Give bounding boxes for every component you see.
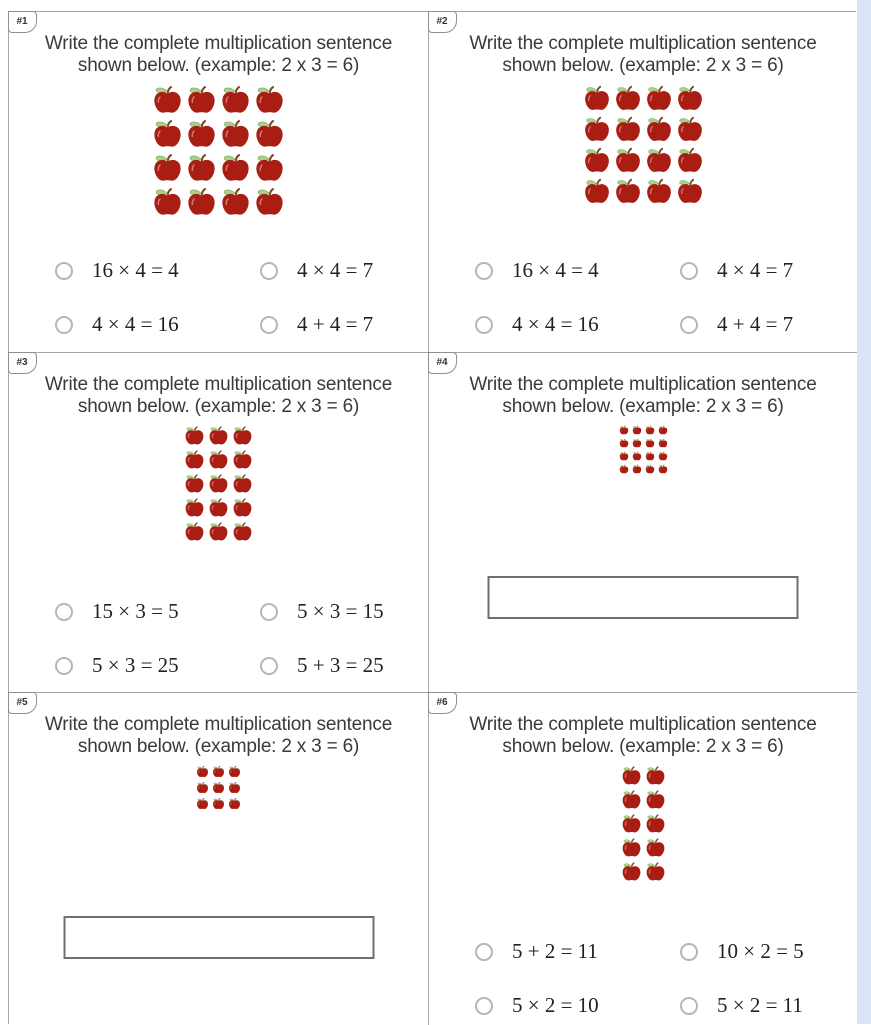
apple-icon [208, 521, 229, 542]
apple-icon [645, 146, 673, 174]
apple-icon [621, 837, 642, 858]
radio-button-icon[interactable] [680, 262, 698, 280]
apple-icon [254, 186, 285, 217]
apple-icon [632, 438, 642, 448]
apple-icon [212, 797, 225, 810]
apple-icon [220, 118, 251, 149]
apple-grid [429, 84, 857, 205]
answer-option[interactable] [680, 312, 847, 337]
apple-icon [614, 115, 642, 143]
prompt-line-2: shown below. (example: 2 x 3 = 6) [77, 54, 360, 76]
apple-icon [645, 115, 673, 143]
question-prompt [17, 33, 420, 76]
worksheet [8, 11, 856, 1024]
apple-icon [645, 177, 673, 205]
answer-input[interactable] [488, 576, 799, 619]
answer-option[interactable] [260, 258, 418, 283]
apple-icon [621, 789, 642, 810]
apple-icon [196, 765, 209, 778]
prompt-line-1: Write the complete multiplication sentence [469, 374, 817, 395]
apple-icon [676, 84, 704, 112]
radio-button-icon[interactable] [260, 657, 278, 675]
apple-icon [208, 425, 229, 446]
apple-icon [619, 438, 629, 448]
answer-option[interactable] [680, 993, 847, 1018]
radio-button-icon[interactable] [680, 997, 698, 1015]
prompt-line-2: shown below. (example: 2 x 3 = 6) [77, 395, 360, 417]
apple-icon [208, 497, 229, 518]
apple-icon [232, 473, 253, 494]
prompt-line-1: Write the complete multiplication sentence [469, 714, 817, 735]
apple-grid [429, 425, 857, 474]
answer-input[interactable] [63, 916, 374, 959]
answer-options [475, 258, 847, 337]
apple-icon [184, 521, 205, 542]
apple-icon [621, 765, 642, 786]
answer-options [55, 599, 418, 678]
answer-options [475, 939, 847, 1018]
apple-icon [621, 861, 642, 882]
apple-icon [621, 813, 642, 834]
question-card-3 [9, 353, 429, 693]
option-label: 5 × 2 = 11 [717, 993, 803, 1017]
radio-button-icon[interactable] [260, 262, 278, 280]
apple-icon [676, 177, 704, 205]
option-label: 4 × 4 = 16 [512, 312, 599, 336]
apple-icon [583, 146, 611, 174]
apple-icon [632, 464, 642, 474]
option-label: 15 × 3 = 5 [92, 599, 179, 623]
apple-icon [228, 797, 241, 810]
apple-icon [232, 425, 253, 446]
apple-icon [614, 146, 642, 174]
radio-button-icon[interactable] [475, 316, 493, 334]
prompt-line-2: shown below. (example: 2 x 3 = 6) [77, 735, 360, 757]
apple-icon [186, 152, 217, 183]
radio-button-icon[interactable] [55, 316, 73, 334]
apple-icon [658, 438, 668, 448]
apple-icon [228, 781, 241, 794]
prompt-line-2: shown below. (example: 2 x 3 = 6) [502, 395, 784, 417]
answer-option[interactable] [475, 258, 680, 283]
apple-icon [632, 425, 642, 435]
apple-icon [232, 449, 253, 470]
option-label: 16 × 4 = 4 [92, 258, 179, 282]
question-card-5 [9, 693, 429, 1025]
apple-icon [232, 521, 253, 542]
apple-icon [645, 451, 655, 461]
answer-option[interactable] [55, 599, 260, 624]
apple-icon [619, 425, 629, 435]
apple-icon [184, 449, 205, 470]
apple-icon [658, 425, 668, 435]
question-card-4 [429, 353, 857, 693]
radio-button-icon[interactable] [55, 262, 73, 280]
prompt-line-1: Write the complete multiplication sentence [469, 33, 817, 54]
radio-button-icon[interactable] [55, 603, 73, 621]
apple-icon [645, 837, 666, 858]
apple-icon [676, 115, 704, 143]
apple-icon [658, 464, 668, 474]
apple-grid [9, 765, 428, 810]
apple-icon [186, 186, 217, 217]
question-number-badge: #5 [8, 692, 37, 714]
radio-button-icon[interactable] [680, 316, 698, 334]
option-label: 10 × 2 = 5 [717, 939, 804, 963]
prompt-line-2: shown below. (example: 2 x 3 = 6) [502, 54, 784, 76]
apple-grid [9, 425, 428, 542]
apple-icon [645, 789, 666, 810]
question-number-badge: #1 [8, 11, 37, 33]
apple-icon [220, 186, 251, 217]
apple-icon [196, 797, 209, 810]
answer-option[interactable] [680, 939, 847, 964]
radio-button-icon[interactable] [475, 997, 493, 1015]
apple-icon [614, 177, 642, 205]
apple-icon [184, 425, 205, 446]
option-label: 5 + 3 = 25 [297, 653, 384, 677]
question-prompt [17, 714, 420, 757]
apple-icon [632, 451, 642, 461]
answer-option[interactable] [475, 312, 680, 337]
apple-icon [645, 84, 673, 112]
radio-button-icon[interactable] [260, 603, 278, 621]
apple-grid [429, 765, 857, 882]
answer-option[interactable] [475, 939, 680, 964]
option-label: 5 × 2 = 10 [512, 993, 599, 1017]
apple-icon [212, 781, 225, 794]
option-label: 5 × 3 = 15 [297, 599, 384, 623]
apple-grid [9, 84, 428, 217]
option-label: 4 × 4 = 16 [92, 312, 179, 336]
apple-icon [184, 497, 205, 518]
answer-options [55, 258, 418, 337]
apple-icon [254, 84, 285, 115]
apple-icon [186, 118, 217, 149]
question-number-badge: #3 [8, 352, 37, 374]
apple-icon [583, 115, 611, 143]
apple-icon [228, 765, 241, 778]
question-card-1 [9, 12, 429, 353]
option-label: 4 × 4 = 7 [297, 258, 374, 282]
option-label: 4 + 4 = 7 [297, 312, 374, 336]
radio-button-icon[interactable] [260, 316, 278, 334]
question-card-2 [429, 12, 857, 353]
prompt-line-1: Write the complete multiplication sentence [44, 714, 393, 735]
radio-button-icon[interactable] [475, 943, 493, 961]
apple-icon [583, 84, 611, 112]
apple-icon [645, 425, 655, 435]
apple-icon [152, 152, 183, 183]
apple-icon [208, 473, 229, 494]
answer-option[interactable] [55, 258, 260, 283]
apple-icon [254, 118, 285, 149]
apple-icon [254, 152, 285, 183]
apple-icon [220, 84, 251, 115]
apple-icon [645, 813, 666, 834]
apple-icon [208, 449, 229, 470]
apple-icon [196, 781, 209, 794]
option-label: 5 + 2 = 11 [512, 939, 598, 963]
apple-icon [658, 451, 668, 461]
apple-icon [184, 473, 205, 494]
apple-icon [232, 497, 253, 518]
apple-icon [583, 177, 611, 205]
question-number-badge: #4 [428, 352, 457, 374]
apple-icon [645, 438, 655, 448]
apple-icon [212, 765, 225, 778]
option-label: 4 × 4 = 7 [717, 258, 794, 282]
apple-icon [619, 464, 629, 474]
apple-icon [645, 765, 666, 786]
apple-icon [645, 464, 655, 474]
apple-icon [152, 118, 183, 149]
apple-icon [152, 186, 183, 217]
prompt-line-1: Write the complete multiplication sentence [44, 33, 393, 54]
answer-option[interactable] [55, 653, 260, 678]
option-label: 4 + 4 = 7 [717, 312, 794, 336]
answer-option[interactable] [680, 258, 847, 283]
page-background-edge [857, 0, 871, 1024]
option-label: 5 × 3 = 25 [92, 653, 179, 677]
apple-icon [186, 84, 217, 115]
question-number-badge: #2 [428, 11, 457, 33]
answer-option[interactable] [475, 993, 680, 1018]
question-number-badge: #6 [428, 692, 457, 714]
apple-icon [614, 84, 642, 112]
apple-icon [676, 146, 704, 174]
apple-icon [619, 451, 629, 461]
prompt-line-2: shown below. (example: 2 x 3 = 6) [502, 735, 784, 757]
apple-icon [220, 152, 251, 183]
apple-icon [152, 84, 183, 115]
answer-option[interactable] [260, 599, 418, 624]
question-prompt [17, 374, 420, 417]
question-prompt [437, 374, 849, 417]
answer-option[interactable] [260, 653, 418, 678]
apple-icon [645, 861, 666, 882]
radio-button-icon[interactable] [680, 943, 698, 961]
answer-option[interactable] [55, 312, 260, 337]
prompt-line-1: Write the complete multiplication sentence [44, 374, 393, 395]
question-prompt [437, 33, 849, 76]
answer-option[interactable] [260, 312, 418, 337]
question-card-6 [429, 693, 857, 1025]
radio-button-icon[interactable] [55, 657, 73, 675]
option-label: 16 × 4 = 4 [512, 258, 599, 282]
question-prompt [437, 714, 849, 757]
radio-button-icon[interactable] [475, 262, 493, 280]
